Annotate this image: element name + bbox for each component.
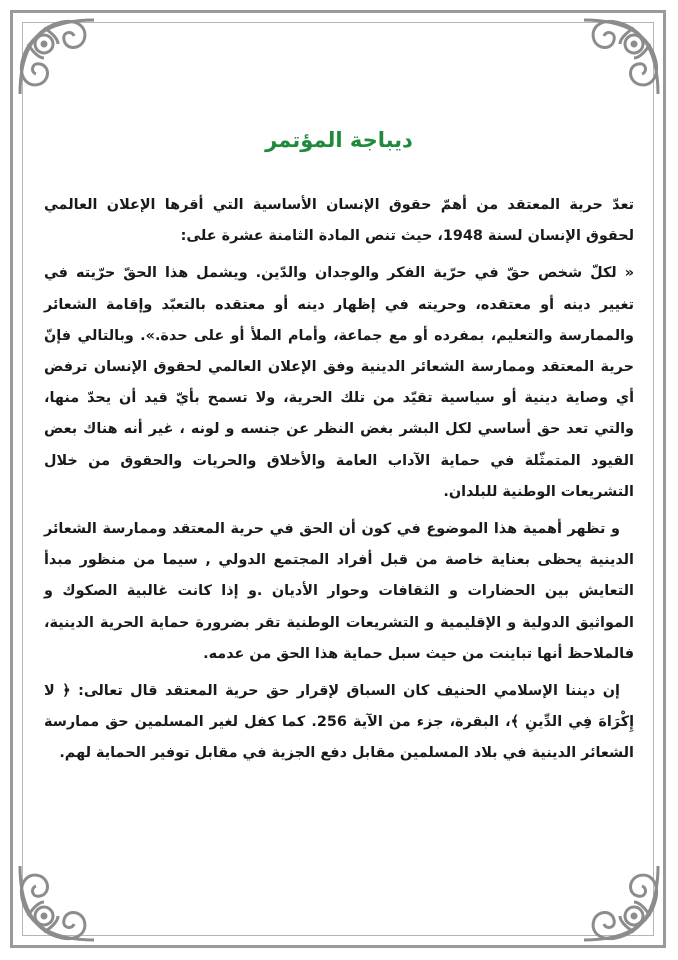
paragraph: تعدّ حرية المعتقد من أهمّ حقوق الإنسان الأساسية التي أقرها الإعلان العالمي لحقوق الإنسان لسنة 1948، حيث تنص المادة الثامنة عشرة على: [44, 197, 634, 245]
document-body [44, 190, 634, 776]
paragraph: و تظهر أهمية هذا الموضوع في كون أن الحق في حرية المعتقد وممارسة الشعائر الدينية يحظى بعناية خاصة من قبل أفراد المجتمع الدولي , سيما من منظور مبدأ التعايش بين الحضارات و الثقافات وحوار الأديان .و إذا كانت غالبية الصكوك و المواثيق الدولية و الإقليمية و التشريعات الوطنية تقر بضرورة حماية الحرية الدينية، فالملاحظ أنها تباينت من حيث سبل حماية هذا الحق من عدمه. [44, 521, 634, 662]
corner-ornament-icon [14, 14, 102, 102]
corner-ornament-icon [576, 858, 664, 946]
page-title: ديباجة المؤتمر [265, 128, 413, 152]
paragraph: « لكلّ شخص حقّ في حرّية الفكر والوجدان والدّين. ويشمل هذا الحقّ حرّيته في تغيير دينه أو معتقده، وحريته في إظهار دينه أو معتقده بالتعبّد وإقامة الشعائر والممارسة والتعليم، بمفرده أو مع جماعة، وأمام الملأ أو على حدة.». وبالتالي فإنّ حرية المعتقد وممارسة الشعائر الدينية وفق الإعلان العالمي لحقوق الإنسان ترفض أي وصاية دينية أو سياسية تقيّد من تلك الحرية، ولا تسمح بأيّ قيد أن يحدّ منها، والتي تعد حق أساسي لكل البشر بغض النظر عن جنسه و لونه ، غير أنه هناك بعض القيود المتمثّلة في حماية الآداب العامة والأخلاق والحريات والحقوق من خلال التشريعات الوطنية للبلدان. [44, 265, 634, 500]
paragraph: إن ديننا الإسلامي الحنيف كان السباق لإقرار حق حرية المعتقد قال تعالى: ﴿ لا إِكْرَاهَ فِي الدِّينِ ﴾، البقرة، جزء من الآية 256. كما كفل لغير المسلمين حق ممارسة الشعائر الدينية في بلاد المسلمين مقابل دفع الجزية في مقابل توفير الحماية لهم. [44, 683, 634, 762]
corner-ornament-icon [14, 858, 102, 946]
corner-ornament-icon [576, 14, 664, 102]
